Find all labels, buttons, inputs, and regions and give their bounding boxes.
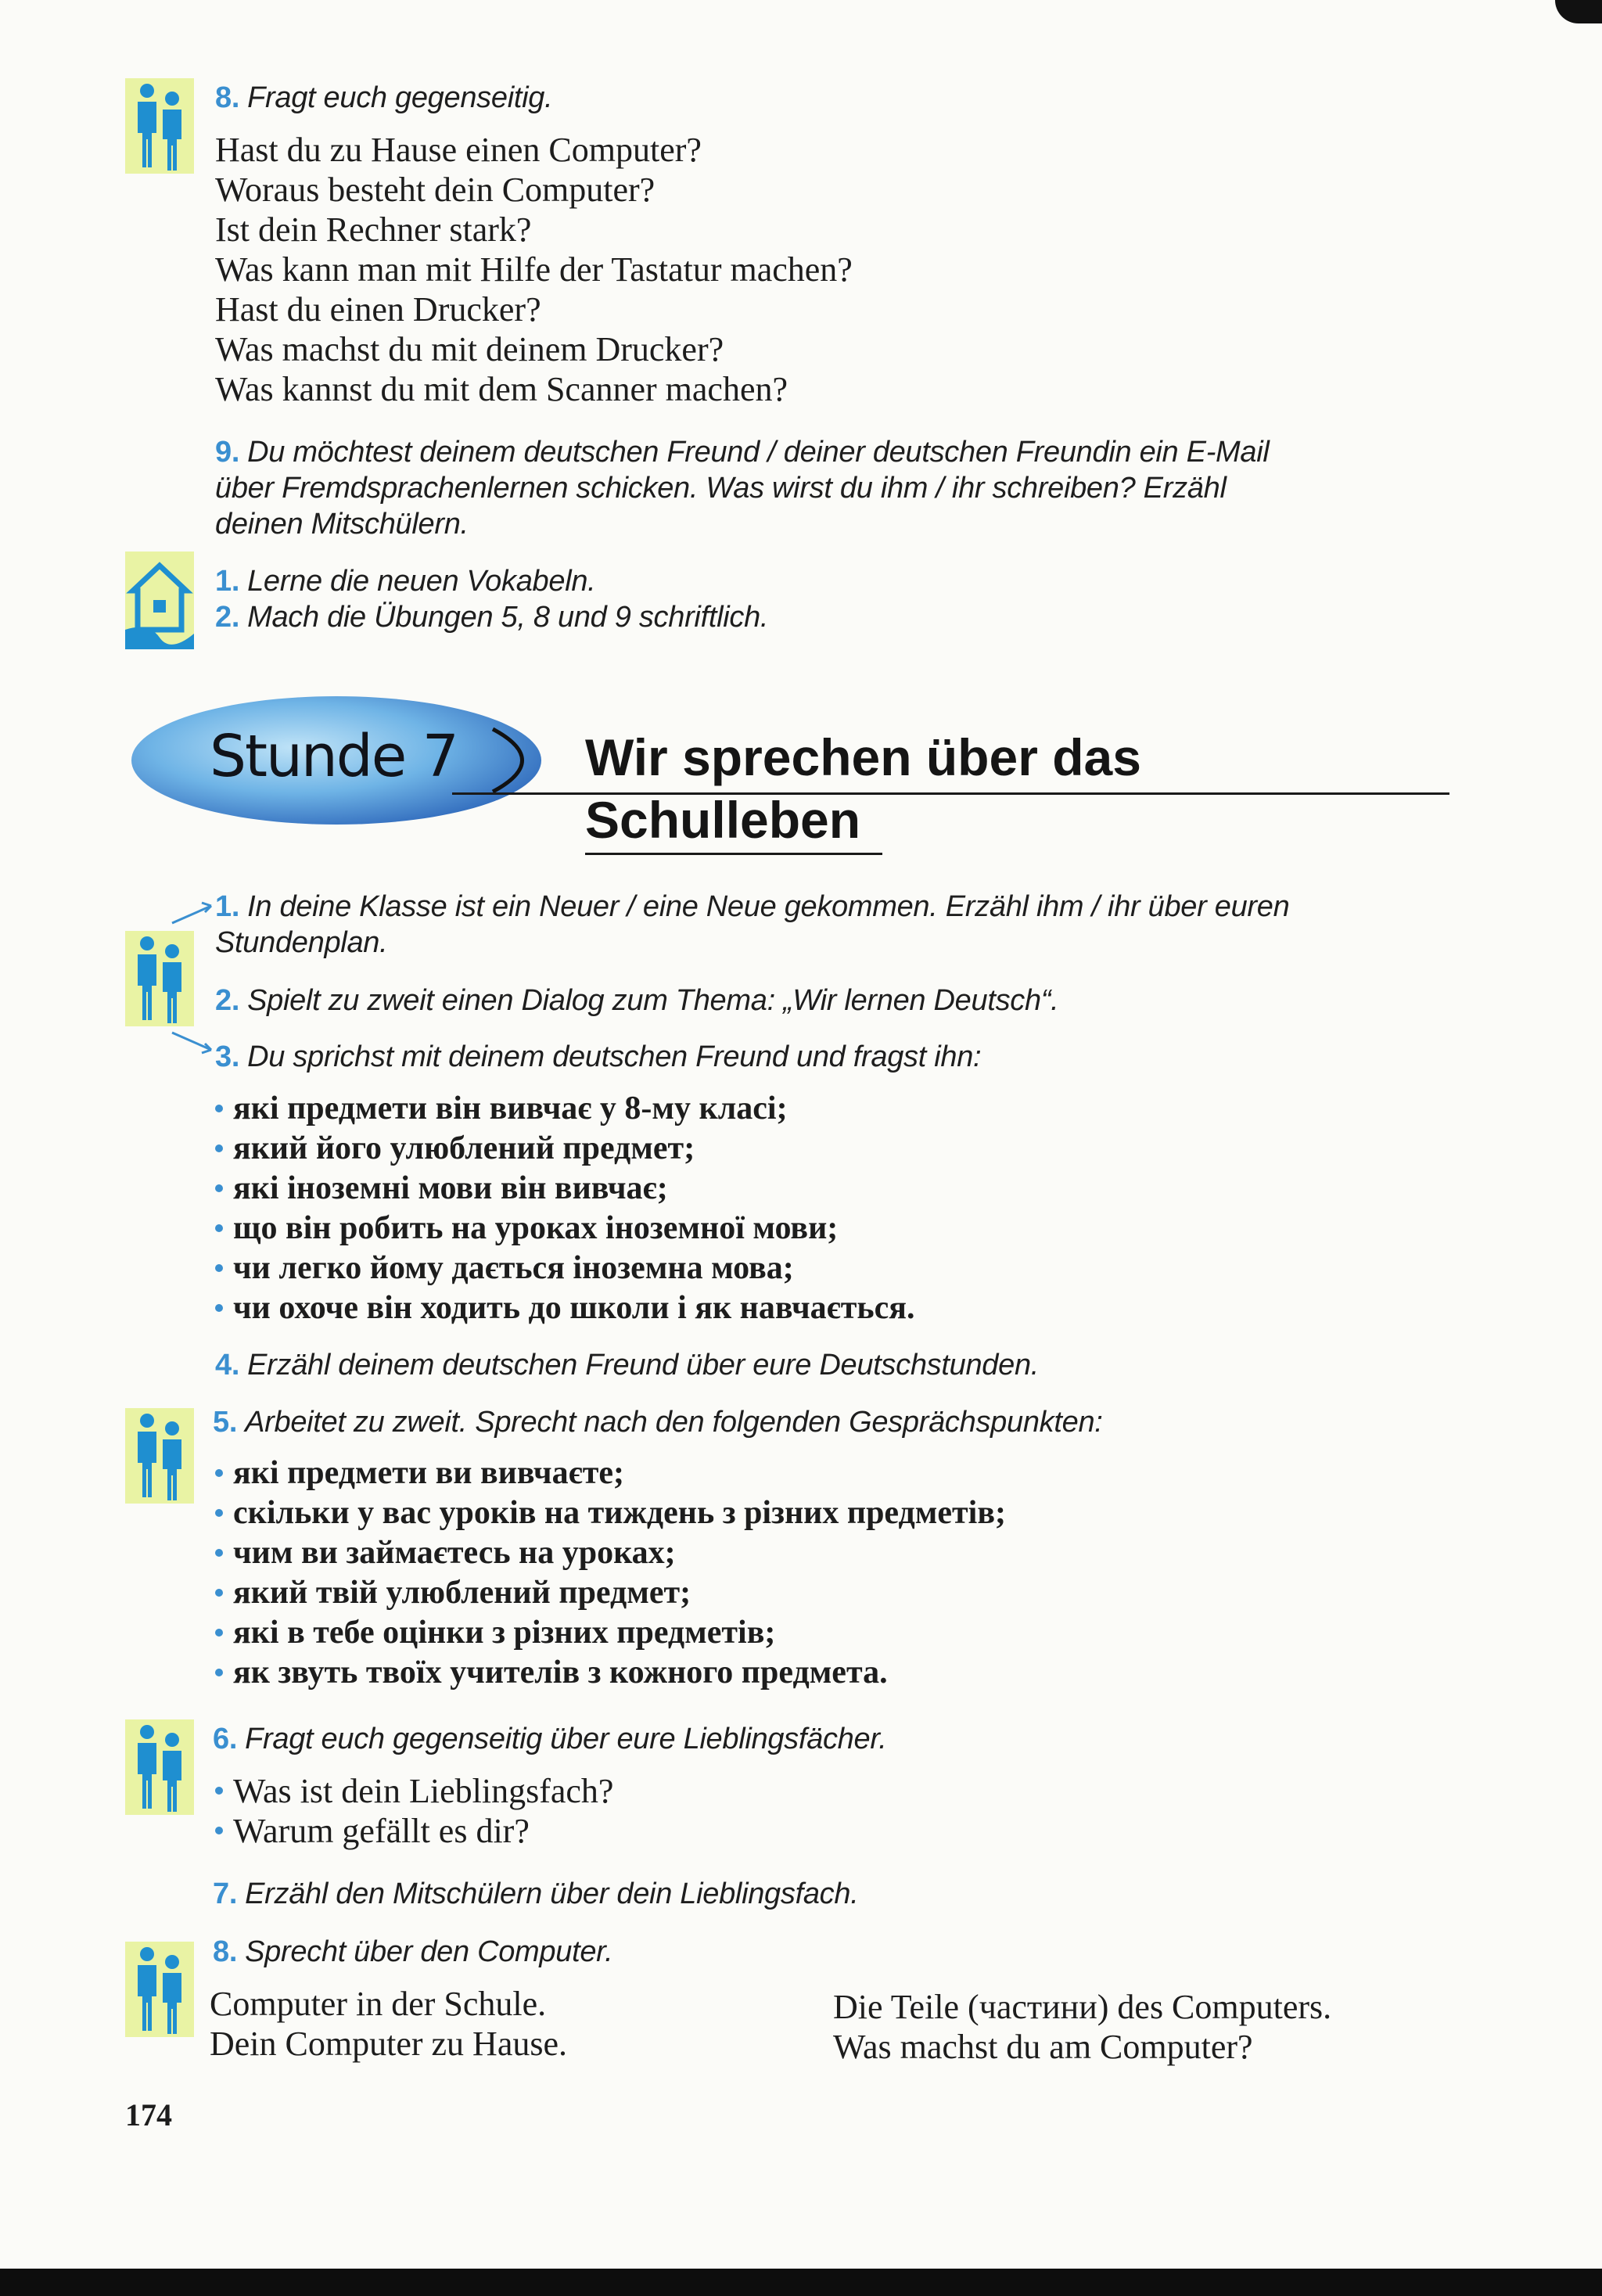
task-7-number: 7. — [213, 1877, 238, 1910]
question-line: Hast du einen Drucker? — [215, 290, 541, 329]
lesson-title-line2: Schulleben — [585, 791, 861, 849]
task-8-column-2 — [833, 1987, 1331, 2067]
bullet-item: як звуть твоїх учителів з кожного предмета. — [213, 1653, 1006, 1693]
exercise-8a-questions — [215, 130, 853, 409]
task-1-number: 1. — [215, 890, 240, 923]
homework-number: 2. — [215, 601, 240, 634]
task-5-text: Arbeitet zu zweit. Sprecht nach den folgenden Gesprächspunkten: — [245, 1406, 1103, 1439]
task-6-text: Fragt euch gegenseitig über eure Lieblingsfächer. — [245, 1723, 887, 1755]
pair-work-icon — [125, 1408, 194, 1504]
bullet-item: Was ist dein Lieblingsfach? — [213, 1771, 613, 1811]
task-4-number: 4. — [215, 1349, 240, 1382]
task-6 — [213, 1721, 887, 1757]
topic-line: Die Teile (частини) des Computers. — [833, 1988, 1332, 2026]
task-6-number: 6. — [213, 1723, 238, 1755]
question-line: Was kann man mit Hilfe der Tastatur machen? — [215, 250, 853, 289]
task-8-text: Sprecht über den Computer. — [245, 1935, 613, 1968]
exercise-9a-number: 9. — [215, 436, 240, 469]
task-1-line: Stundenplan. — [215, 926, 388, 959]
task-7-text: Erzähl den Mitschülern über dein Lieblingsfach. — [245, 1877, 859, 1910]
bullet-item: що він робить на уроках іноземної мови; — [213, 1209, 914, 1249]
bullet-item: скільки у вас уроків на тиждень з різних предметів; — [213, 1493, 1006, 1533]
bullet-item: чи охоче він ходить до школи і як навчається. — [213, 1288, 914, 1328]
task-7 — [213, 1876, 858, 1912]
exercise-8a-number: 8. — [215, 81, 240, 114]
exercise-8a-task — [215, 80, 552, 116]
bullet-item: чим ви займаєтесь на уроках; — [213, 1533, 1006, 1573]
question-line: Woraus besteht dein Computer? — [215, 171, 656, 209]
homework-item — [215, 599, 768, 635]
task-5-bullets — [213, 1453, 1006, 1693]
task-1-line: In deine Klasse ist ein Neuer / eine Neue gekommen. Erzähl ihm / ihr über euren — [247, 890, 1290, 923]
task-2-number: 2. — [215, 984, 240, 1017]
task-5-number: 5. — [213, 1406, 238, 1439]
task-1 — [215, 889, 1289, 961]
homework-text: Mach die Übungen 5, 8 und 9 schriftlich. — [247, 601, 769, 634]
bullet-item: чи легко йому дається іноземна мова; — [213, 1249, 914, 1288]
task-3 — [215, 1039, 981, 1075]
lesson-badge-label: Stunde 7 — [210, 723, 458, 790]
bullet-item: які предмети ви вивчаєте; — [213, 1453, 1006, 1493]
lesson-title — [585, 726, 1141, 851]
title-underline — [585, 853, 882, 855]
bullet-item: які іноземні мови він вивчає; — [213, 1169, 914, 1209]
task-3-number: 3. — [215, 1040, 240, 1073]
exercise-8a-instruction: Fragt euch gegenseitig. — [247, 81, 553, 114]
question-line: Hast du zu Hause einen Computer? — [215, 131, 702, 169]
question-line: Ist dein Rechner stark? — [215, 210, 532, 249]
topic-line: Was machst du am Computer? — [833, 2028, 1253, 2066]
bullet-item: Warum gefällt es dir? — [213, 1811, 613, 1851]
homework-item — [215, 563, 768, 599]
homework-list — [215, 563, 768, 635]
topic-line: Computer in der Schule. — [210, 1985, 547, 2023]
exercise-9a-line: deinen Mitschülern. — [215, 508, 469, 541]
task-3-text: Du sprichst mit deinem deutschen Freund und fragst ihn: — [247, 1040, 982, 1073]
bullet-item: які в тебе оцінки з різних предметів; — [213, 1613, 1006, 1653]
lesson-title-line1: Wir sprechen über das — [585, 728, 1141, 786]
pair-work-icon — [125, 931, 194, 1026]
task-5 — [213, 1404, 1103, 1440]
exercise-9a-line: über Fremdsprachenlernen schicken. Was wirst du ihm / ihr schreiben? Erzähl — [215, 472, 1227, 505]
pair-work-icon — [125, 1942, 194, 2037]
task-8-number: 8. — [213, 1935, 238, 1968]
task-8-column-1 — [210, 1984, 567, 2064]
task-4-text: Erzähl deinem deutschen Freund über eure Deutschstunden. — [247, 1349, 1040, 1382]
task-2-text: Spielt zu zweit einen Dialog zum Thema: „Wir lernen Deutsch“. — [247, 984, 1059, 1017]
exercise-9a — [215, 434, 1451, 542]
scan-bottom-edge — [0, 2269, 1602, 2296]
pair-work-icon — [125, 78, 194, 174]
task-6-bullets — [213, 1771, 613, 1851]
task-2 — [215, 983, 1058, 1019]
question-line: Was kannst du mit dem Scanner machen? — [215, 370, 788, 408]
page-number: 174 — [125, 2097, 172, 2133]
question-line: Was machst du mit deinem Drucker? — [215, 330, 724, 368]
bullet-item: який його улюблений предмет; — [213, 1129, 914, 1169]
homework-house-icon — [125, 552, 194, 649]
exercise-9a-line: Du möchtest deinem deutschen Freund / deiner deutschen Freundin ein E-Mail — [247, 436, 1270, 469]
task-8 — [213, 1934, 612, 1970]
bullet-item: який твій улюблений предмет; — [213, 1573, 1006, 1613]
homework-number: 1. — [215, 565, 240, 598]
task-3-bullets — [213, 1089, 914, 1328]
homework-text: Lerne die neuen Vokabeln. — [247, 565, 596, 598]
scan-corner — [1555, 0, 1602, 23]
bullet-item: які предмети він вивчає у 8-му класі; — [213, 1089, 914, 1129]
task-4 — [215, 1347, 1039, 1383]
pair-work-icon — [125, 1719, 194, 1815]
topic-line: Dein Computer zu Hause. — [210, 2025, 567, 2063]
